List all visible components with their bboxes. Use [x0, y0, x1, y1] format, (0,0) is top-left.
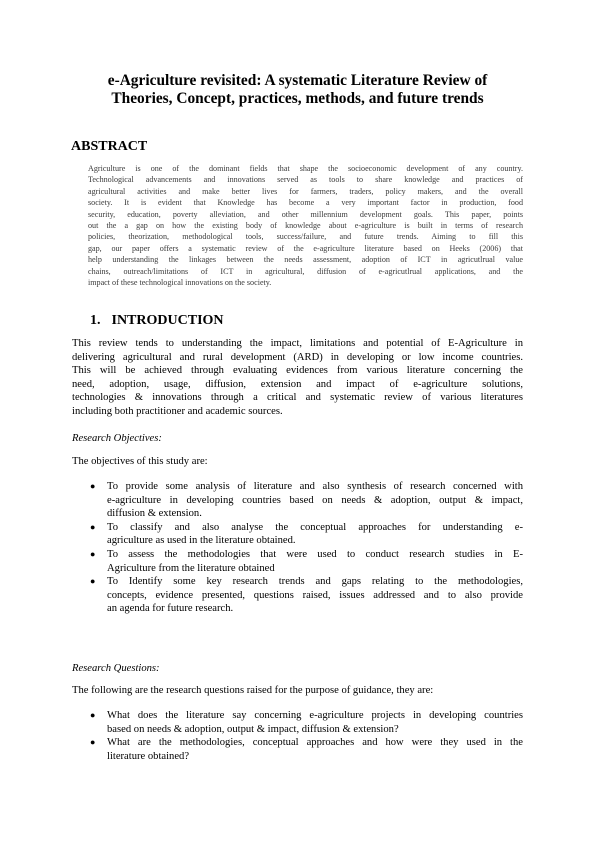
intro-line: This review tends to understanding the impact, limitations and potential of E-Agriculture in — [72, 338, 523, 349]
objectives-list — [90, 480, 523, 616]
list-item-line: based on needs & adoption, output & impact, diffusion & extension? — [107, 723, 399, 735]
list-item-line: To provide some analysis of literature and also synthesis of research concerned with — [107, 481, 523, 492]
abstract-heading: ABSTRACT — [71, 139, 148, 154]
abstract-line: impact of these technological innovations on the society. — [88, 277, 272, 287]
abstract-line: policies, theorization, methodological tools, success/failure, and future trends. Aiming to fill this — [88, 232, 523, 242]
section-heading-introduction — [90, 313, 224, 329]
abstract-line: out the a gap on how the existing body of knowledge about e-agriculture is built in terms of research — [88, 220, 523, 230]
bullet-icon: ● — [90, 481, 96, 491]
list-item-line: Agriculture from the literature obtained — [107, 562, 275, 574]
abstract-line: gap, our paper offers a systematic review of the e-agriculture literature based on Heeks (2006) that — [88, 243, 523, 253]
list-item-line: To classify and also analyse the conceptual approaches for understanding e- — [107, 521, 523, 533]
intro-line: technologies & innovations through a critical and systematic review of various literatures — [72, 392, 523, 404]
title-line: Theories, Concept, practices, methods, and future trends — [111, 90, 484, 107]
list-item — [90, 709, 523, 736]
intro-line: including both practitioner and academic sources. — [72, 405, 283, 417]
abstract-line: security, education, poverty alleviation, and other millennium development goals. This paper, points — [88, 209, 523, 219]
list-item-line: an agenda for future research. — [107, 603, 234, 615]
section-number: 1. — [90, 313, 101, 328]
list-item-line: diffusion & extension. — [107, 508, 202, 520]
list-item-line: e-agriculture in developing countries based on needs & adoption, output & impact, — [107, 494, 523, 506]
list-item — [90, 736, 523, 763]
list-item — [90, 548, 523, 575]
intro-paragraph — [72, 337, 523, 419]
abstract-line: agricultural activities and make better lives for farmers, traders, policy makers, and the overall — [88, 186, 523, 196]
list-item-line: To assess the methodologies that were used to conduct research studies in E- — [107, 548, 523, 560]
intro-line: This will be achieved through evaluating evidences from various literature concerning the — [72, 365, 523, 377]
list-item — [90, 480, 523, 521]
list-item-line: To Identify some key research trends and gaps relating to the methodologies, — [107, 576, 523, 588]
list-item — [90, 521, 523, 548]
bullet-icon: ● — [90, 521, 96, 532]
bullet-icon: ● — [90, 737, 96, 748]
title-line: e-Agriculture revisited: A systematic Literature Review of — [107, 72, 488, 89]
research-questions-heading: Research Questions: — [72, 663, 160, 674]
objectives-intro: The objectives of this study are: — [72, 456, 208, 467]
list-item-line: agriculture as used in the literature obtained. — [107, 535, 296, 547]
abstract-line: help understanding the linkages between the needs assessment, adoption of ICT in agricutlrual value — [88, 255, 523, 265]
intro-line: need, adoption, usage, diffusion, extension and impact of e-agriculture solutions, — [72, 378, 523, 390]
bullet-icon: ● — [90, 548, 96, 559]
abstract-body — [88, 163, 523, 288]
research-objectives-heading: Research Objectives: — [72, 433, 162, 444]
section-title: INTRODUCTION — [111, 313, 224, 328]
abstract-line: chains, outreach/limitations of ICT in agricultural, diffusion of e-agricutlrual applications, and the — [88, 266, 523, 276]
questions-intro: The following are the research questions raised for the purpose of guidance, they are: — [72, 685, 434, 696]
list-item-line: literature obtained? — [107, 750, 190, 762]
list-item-line: What does the literature say concerning e-agriculture projects in developing countries — [107, 710, 523, 721]
paper-title — [80, 72, 515, 108]
questions-list — [90, 709, 523, 763]
bullet-icon: ● — [90, 576, 96, 587]
list-item-line: concepts, evidence presented, questions raised, issues addressed and to also provide — [107, 589, 523, 601]
abstract-line: Technological advancements and innovations served as tools to share knowledge and practices of — [88, 175, 523, 185]
intro-line: delivering agricultural and rural development (ARD) in developing or low income countries. — [72, 351, 523, 363]
abstract-line: Agriculture is one of the dominant fields that shape the socioeconomic development of any country. — [88, 164, 523, 173]
list-item-line: What are the methodologies, conceptual approaches and how were they used in the — [107, 737, 523, 749]
bullet-icon: ● — [90, 710, 96, 720]
list-item — [90, 575, 523, 616]
abstract-line: society. It is evident that Knowledge has become a very important factor in production, food — [88, 198, 523, 208]
